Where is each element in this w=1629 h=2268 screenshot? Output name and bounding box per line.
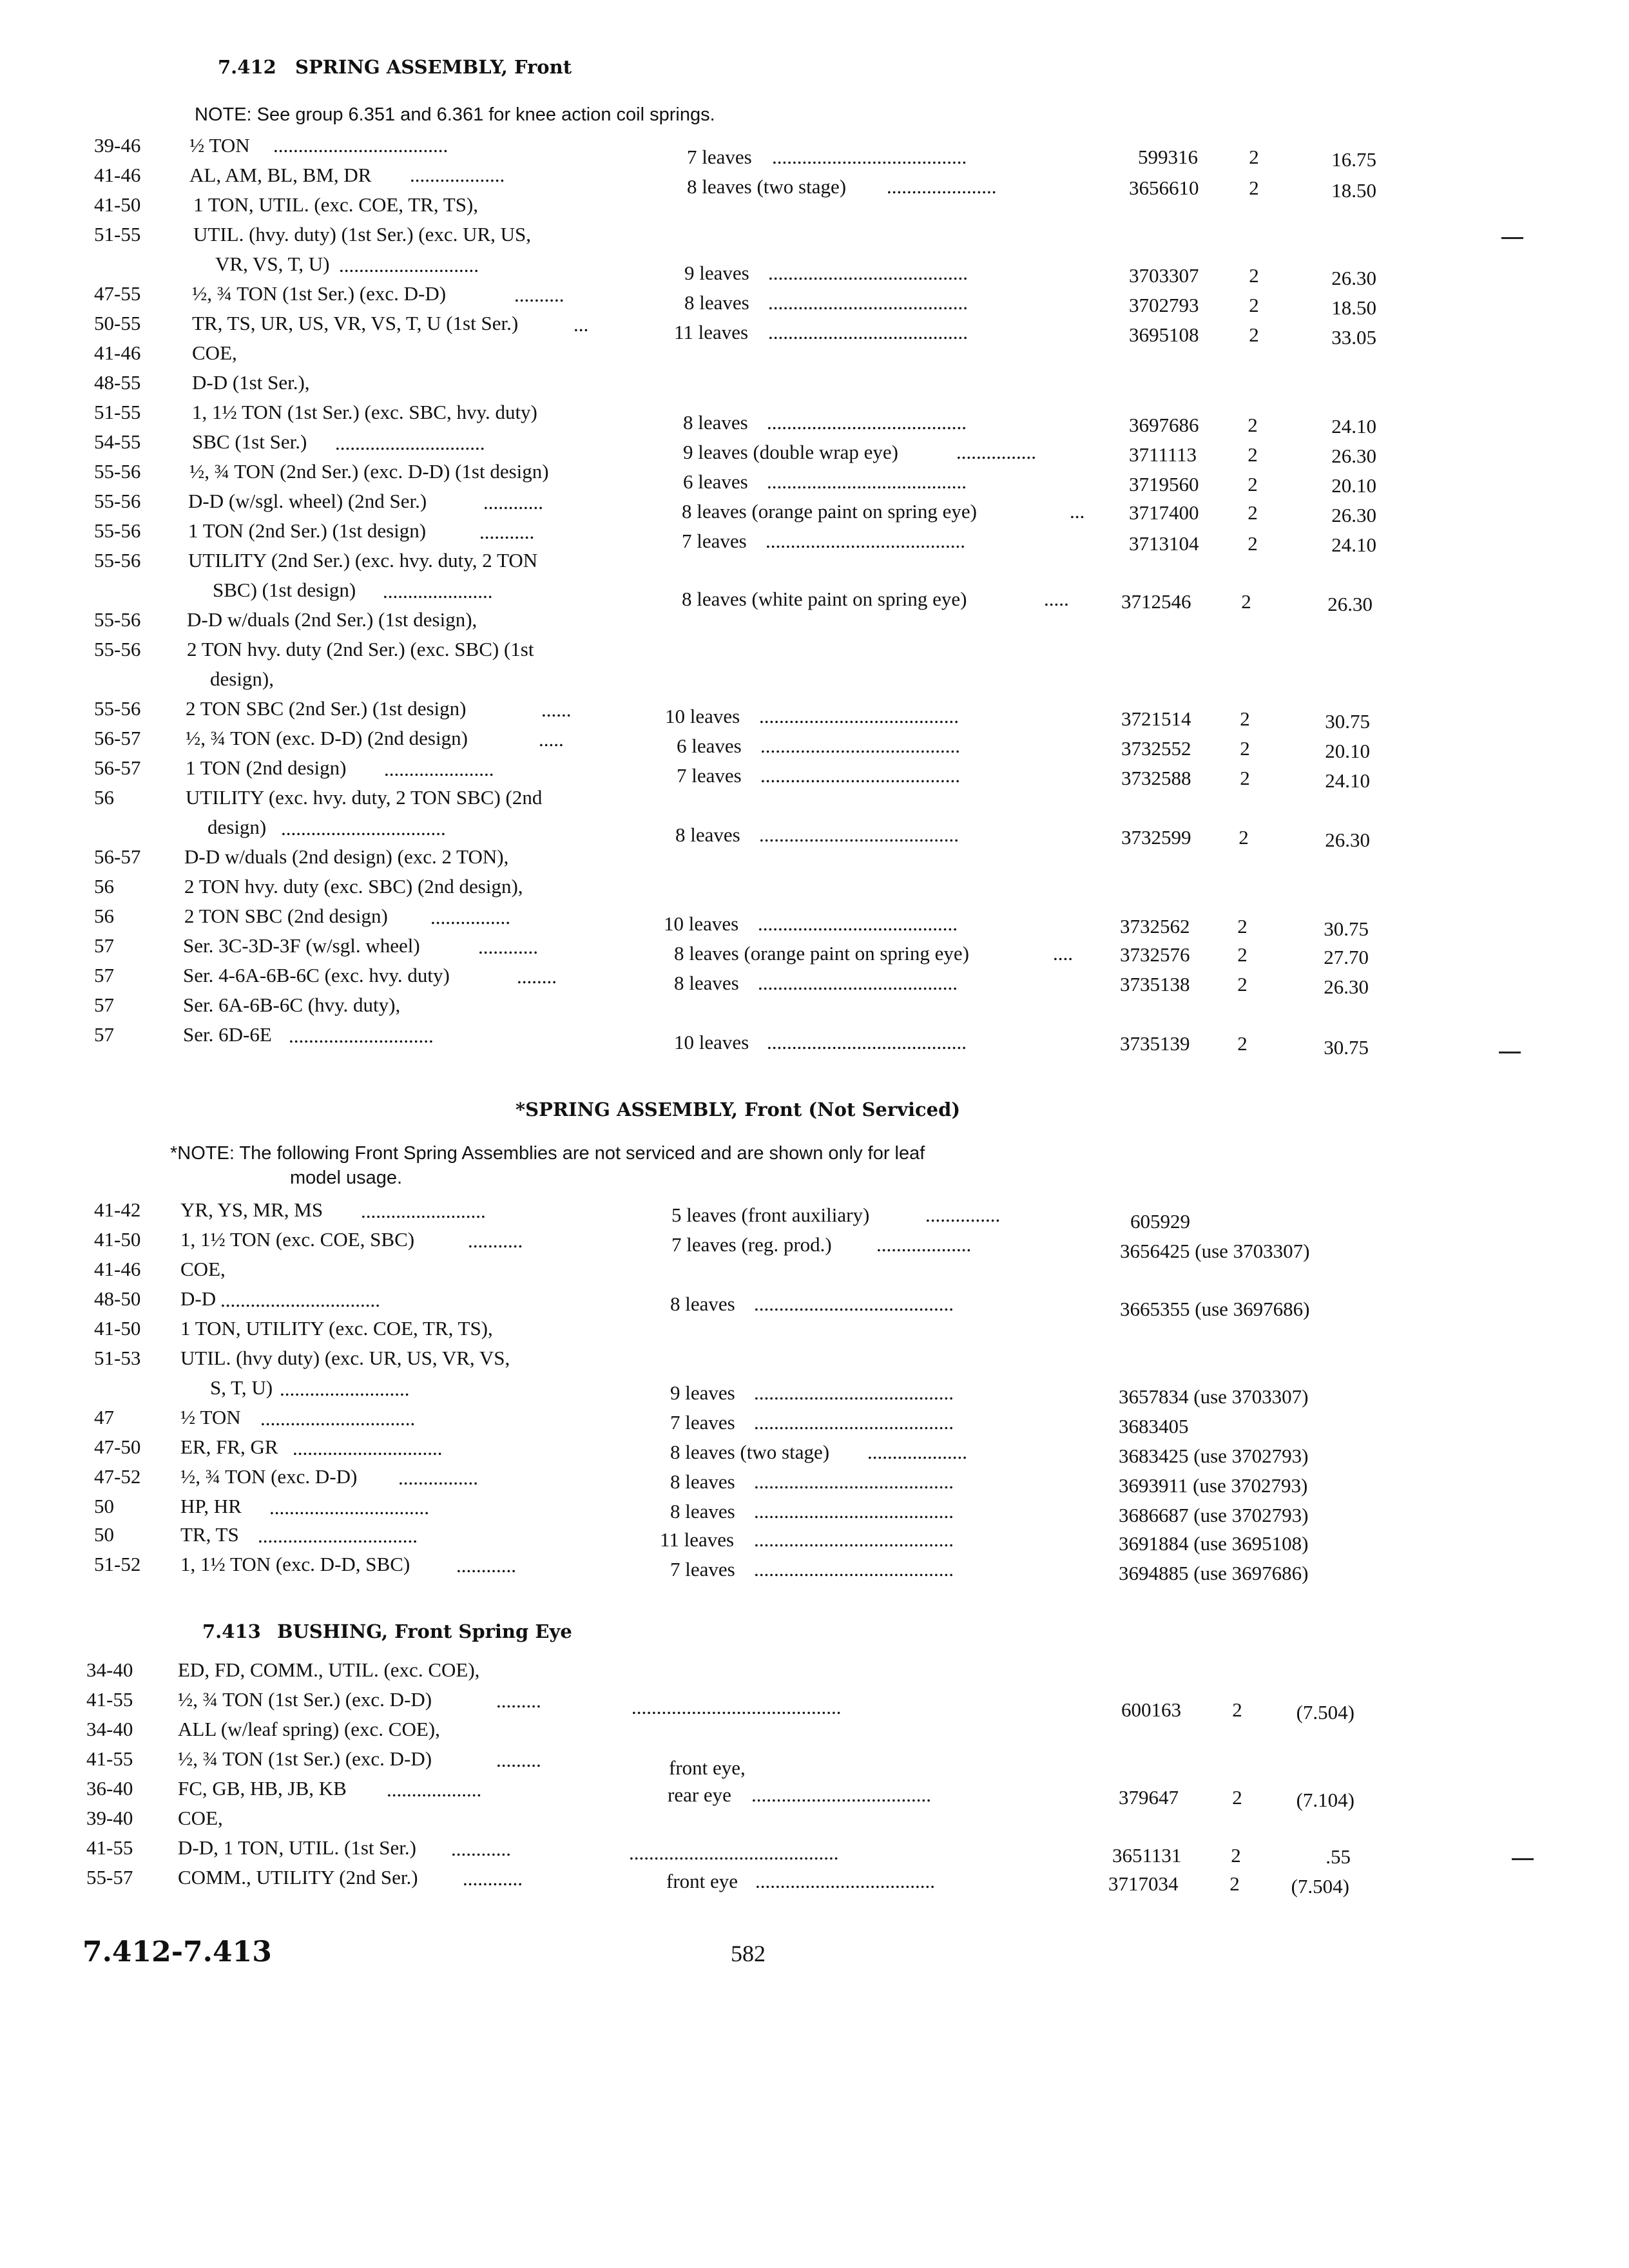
row-leader: ........................................ [754, 1381, 954, 1404]
row-leader: ...................... [384, 758, 494, 780]
row-model: 1 TON (2nd design) [186, 756, 347, 779]
row-part-number: 3735139 [1120, 1032, 1190, 1055]
row-model: FC, GB, HB, JB, KB [178, 1777, 347, 1800]
section-not-serviced-note-line1: *NOTE: The following Front Spring Assemblies are not serviced and are shown only for leaf [170, 1143, 925, 1164]
row-year: 55-57 [86, 1866, 133, 1888]
row-description: front eye [666, 1870, 738, 1892]
row-leader: ..... [539, 728, 564, 751]
row-year: 41-55 [86, 1836, 133, 1859]
row-year: 48-50 [94, 1287, 141, 1310]
row-quantity: 2 [1229, 1872, 1240, 1895]
row-year: 41-50 [94, 193, 141, 216]
row-description: 11 leaves [674, 321, 749, 343]
row-leader: ................ [956, 441, 1036, 463]
row-price: 30.75 [1324, 1036, 1369, 1059]
row-description: 7 leaves [670, 1411, 735, 1434]
row-leader: ............................ [339, 254, 479, 276]
row-year: 57 [94, 934, 114, 957]
row-leader: ........................................ [768, 262, 968, 284]
row-model: ½, ¾ TON (2nd Ser.) (exc. D-D) (1st design) [189, 460, 549, 483]
row-year: 36-40 [86, 1777, 133, 1800]
row-leader: .......................................... [631, 1696, 842, 1718]
row-year: 55-56 [94, 490, 141, 512]
row-model: 1 TON, UTILITY (exc. COE, TR, TS), [180, 1317, 493, 1340]
row-price: 30.75 [1324, 918, 1369, 940]
row-price: (7.104) [1296, 1789, 1354, 1811]
row-model: ½ TON [189, 134, 250, 157]
row-description: 7 leaves [687, 146, 752, 168]
row-part-number: 3735138 [1120, 973, 1190, 995]
row-year: 41-46 [94, 341, 141, 364]
row-leader: ......... [496, 1689, 541, 1712]
row-model: AL, AM, BL, BM, DR [189, 164, 372, 186]
row-description: 10 leaves [665, 705, 740, 727]
row-leader: ........................................ [760, 735, 960, 757]
row-year: 48-55 [94, 371, 141, 394]
row-part-number: 3721514 [1121, 707, 1191, 730]
row-description: 8 leaves [674, 972, 739, 994]
row-leader: .............................. [293, 1437, 443, 1459]
row-model: 1, 1½ TON (exc. COE, SBC) [180, 1228, 415, 1251]
row-model: S, T, U) [210, 1376, 273, 1399]
row-leader: ........................................ [754, 1293, 954, 1315]
section-7412-title: SPRING ASSEMBLY, Front [295, 56, 572, 78]
row-leader: ................................... [273, 134, 448, 157]
row-model: Ser. 3C-3D-3F (w/sgl. wheel) [183, 934, 420, 957]
row-model: 1, 1½ TON (1st Ser.) (exc. SBC, hvy. duty) [192, 401, 537, 423]
row-year: 56 [94, 905, 114, 927]
row-part-number: 3717400 [1129, 501, 1199, 524]
row-description: 8 leaves [670, 1470, 735, 1493]
row-quantity: 2 [1249, 264, 1259, 287]
row-quantity: 2 [1237, 1032, 1248, 1055]
row-year: 41-42 [94, 1198, 141, 1221]
row-year: 55-56 [94, 460, 141, 483]
row-leader: ........................................ [767, 1031, 967, 1053]
row-part-number: 3717034 [1108, 1872, 1179, 1895]
row-leader: ............ [483, 491, 543, 514]
row-year: 56-57 [94, 756, 141, 779]
row-price: 18.50 [1331, 179, 1376, 202]
row-quantity: 2 [1237, 915, 1248, 937]
row-model: 1, 1½ TON (exc. D-D, SBC) [180, 1553, 410, 1575]
row-leader: .......... [514, 284, 564, 306]
row-leader: ... [574, 313, 589, 336]
footer-section-range: 7.412-7.413 [82, 1936, 272, 1968]
row-model: ½, ¾ TON (1st Ser.) (exc. D-D) [192, 282, 447, 305]
section-7412-note: NOTE: See group 6.351 and 6.361 for knee action coil springs. [195, 104, 715, 125]
row-year: 55-56 [94, 638, 141, 660]
row-model: UTIL. (hvy. duty) (1st Ser.) (exc. UR, US, [193, 223, 532, 245]
row-leader: ........................................ [766, 530, 965, 552]
row-year: 51-53 [94, 1347, 141, 1369]
row-quantity: 2 [1249, 323, 1259, 346]
row-year: 50 [94, 1495, 114, 1517]
row-part-number: 3711113 [1129, 443, 1197, 466]
section-7412-number: 7.412 [218, 56, 276, 78]
row-part-number: 605929 [1130, 1210, 1190, 1233]
row-description: 10 leaves [664, 912, 739, 935]
row-model: D-D w/duals (2nd Ser.) (1st design), [187, 608, 477, 631]
section-7413-title: BUSHING, Front Spring Eye [277, 1620, 572, 1642]
row-price: .55 [1325, 1845, 1351, 1868]
row-year: 41-50 [94, 1228, 141, 1251]
row-year: 56-57 [94, 845, 141, 868]
row-quantity: 2 [1240, 767, 1250, 789]
row-description: 11 leaves [660, 1528, 735, 1551]
row-part-number: 3656425 (use 3703307) [1120, 1240, 1310, 1262]
row-part-number: 3713104 [1129, 532, 1199, 555]
row-model: TR, TS [180, 1523, 239, 1546]
row-model: ED, FD, COMM., UTIL. (exc. COE), [178, 1658, 480, 1681]
row-year: 41-55 [86, 1688, 133, 1711]
row-leader: ......................... [361, 1200, 486, 1222]
row-description: 8 leaves (two stage) [687, 175, 847, 198]
row-year: 55-56 [94, 519, 141, 542]
row-quantity: 2 [1232, 1698, 1242, 1721]
row-description: 8 leaves (white paint on spring eye) [682, 588, 967, 610]
row-model: Ser. 6D-6E [183, 1023, 272, 1046]
row-part-number: 3719560 [1129, 473, 1199, 495]
row-price: 30.75 [1325, 710, 1370, 733]
row-part-number: 3694885 (use 3697686) [1119, 1562, 1309, 1584]
row-description: 8 leaves [683, 411, 748, 434]
row-leader: ........................................ [767, 470, 967, 493]
row-model: TR, TS, UR, US, VR, VS, T, U (1st Ser.) [192, 312, 519, 334]
row-leader: ........... [479, 521, 535, 543]
row-quantity: 2 [1240, 707, 1250, 730]
row-price: 27.70 [1324, 946, 1369, 968]
row-quantity: 2 [1249, 177, 1259, 199]
row-price: 26.30 [1327, 593, 1373, 615]
row-year: 54-55 [94, 430, 141, 453]
row-part-number: 600163 [1121, 1698, 1181, 1721]
row-year: 51-55 [94, 223, 141, 245]
row-quantity: 2 [1237, 943, 1248, 966]
row-part-number: 3695108 [1129, 323, 1199, 346]
row-model: ½, ¾ TON (1st Ser.) (exc. D-D) [178, 1747, 432, 1770]
row-model: UTIL. (hvy duty) (exc. UR, US, VR, VS, [180, 1347, 510, 1369]
row-year: 55-56 [94, 697, 141, 720]
row-quantity: 2 [1239, 826, 1249, 849]
row-model: ½, ¾ TON (exc. D-D) [180, 1465, 358, 1488]
row-quantity: 2 [1241, 590, 1251, 613]
row-leader: ............ [478, 936, 538, 958]
row-part-number: 3657834 (use 3703307) [1119, 1385, 1309, 1408]
row-description: 8 leaves [684, 291, 749, 314]
row-price: 26.30 [1331, 267, 1376, 289]
row-model: ER, FR, GR [180, 1436, 278, 1458]
row-quantity: 2 [1248, 414, 1258, 436]
row-part-number: 3712546 [1121, 590, 1191, 613]
row-model: D-D [180, 1287, 217, 1310]
row-model: ALL (w/leaf spring) (exc. COE), [178, 1718, 440, 1740]
row-model: D-D w/duals (2nd design) (exc. 2 TON), [184, 845, 509, 868]
row-leader: .... [1053, 942, 1073, 965]
row-model: 2 TON SBC (2nd Ser.) (1st design) [186, 697, 467, 720]
row-leader: ...... [541, 698, 572, 721]
row-year: 47-50 [94, 1436, 141, 1458]
row-leader: ........................................ [768, 321, 968, 343]
row-leader: ........................................ [754, 1470, 954, 1493]
row-part-number: 3651131 [1112, 1844, 1182, 1867]
row-year: 47-55 [94, 282, 141, 305]
row-year: 57 [94, 964, 114, 986]
row-price: 33.05 [1331, 326, 1376, 349]
row-leader: ............ [463, 1867, 523, 1890]
row-quantity: 2 [1249, 294, 1259, 316]
section-7413-number: 7.413 [202, 1620, 261, 1642]
row-price: (7.504) [1296, 1701, 1354, 1724]
row-price: 24.10 [1331, 533, 1376, 556]
row-part-number: 379647 [1119, 1786, 1179, 1809]
row-year: 41-55 [86, 1747, 133, 1770]
row-model: COE, [192, 341, 237, 364]
row-leader: ... [1070, 500, 1085, 523]
row-leader: .......................................... [629, 1841, 839, 1864]
row-year: 50-55 [94, 312, 141, 334]
row-leader: ................... [387, 1778, 482, 1801]
row-leader: ..... [1044, 588, 1069, 610]
row-part-number: 3732588 [1121, 767, 1191, 789]
row-description: 9 leaves (double wrap eye) [683, 441, 898, 463]
row-part-number: 3656610 [1129, 177, 1199, 199]
row-description: 7 leaves [682, 530, 747, 552]
row-leader: ........................................ [759, 823, 959, 846]
row-leader: ............... [925, 1204, 1001, 1226]
row-model: COE, [180, 1258, 226, 1280]
row-price: 20.10 [1325, 740, 1370, 762]
row-model: 2 TON hvy. duty (2nd Ser.) (exc. SBC) (1st [187, 638, 534, 660]
row-year: 47-52 [94, 1465, 141, 1488]
row-description: 7 leaves (reg. prod.) [671, 1233, 832, 1256]
row-leader: .............................. [335, 432, 485, 454]
row-quantity: 2 [1248, 443, 1258, 466]
row-part-number: 3702793 [1129, 294, 1199, 316]
row-quantity: 2 [1248, 532, 1258, 555]
row-model: COE, [178, 1807, 223, 1829]
row-model: 1 TON (2nd Ser.) (1st design) [188, 519, 427, 542]
row-part-number: 3732552 [1121, 737, 1191, 760]
row-leader: ........................................ [758, 972, 958, 994]
row-model: SBC (1st Ser.) [192, 430, 307, 453]
row-model: Ser. 4-6A-6B-6C (exc. hvy. duty) [183, 964, 450, 986]
row-leader: ............................. [289, 1024, 434, 1047]
row-leader: .................................... [755, 1870, 935, 1892]
section-not-serviced-title: *SPRING ASSEMBLY, Front (Not Serviced) [516, 1099, 961, 1120]
row-price: 24.10 [1331, 415, 1376, 437]
row-leader: ................ [430, 906, 510, 928]
row-model: VR, VS, T, U) [215, 253, 330, 275]
row-model: design) [207, 816, 267, 838]
row-part-number: 3683405 [1119, 1415, 1189, 1437]
row-model: HP, HR [180, 1495, 242, 1517]
row-year: 51-52 [94, 1553, 141, 1575]
row-year: 41-46 [94, 164, 141, 186]
row-leader: ........................................ [767, 411, 967, 434]
row-quantity: 2 [1231, 1844, 1241, 1867]
row-leader: ........................................ [768, 291, 968, 314]
row-model: ½ TON [180, 1406, 241, 1428]
row-description: 5 leaves (front auxiliary) [671, 1204, 870, 1226]
row-year: 55-56 [94, 549, 141, 572]
row-description: 7 leaves [670, 1558, 735, 1581]
row-description: 8 leaves [670, 1293, 735, 1315]
row-price: 26.30 [1325, 829, 1370, 851]
row-description: 9 leaves [670, 1381, 735, 1404]
row-model: 2 TON SBC (2nd design) [184, 905, 388, 927]
row-leader: .......................... [280, 1378, 410, 1400]
row-year: 51-55 [94, 401, 141, 423]
row-part-number: 599316 [1138, 146, 1198, 168]
row-description: rear eye [668, 1783, 731, 1806]
row-description: 7 leaves [677, 764, 742, 787]
row-year: 41-46 [94, 1258, 141, 1280]
margin-tick-mark [1501, 237, 1523, 239]
row-year: 55-56 [94, 608, 141, 631]
row-quantity: 2 [1237, 973, 1248, 995]
row-model: D-D (w/sgl. wheel) (2nd Ser.) [188, 490, 427, 512]
row-part-number: 3693911 (use 3702793) [1119, 1474, 1308, 1497]
row-quantity: 2 [1248, 473, 1258, 495]
row-leader: ........... [468, 1229, 523, 1252]
row-leader: ................ [398, 1466, 478, 1489]
row-model: UTILITY (2nd Ser.) (exc. hvy. duty, 2 TON [188, 549, 538, 572]
row-model: UTILITY (exc. hvy. duty, 2 TON SBC) (2nd [186, 786, 543, 809]
row-model: COMM., UTILITY (2nd Ser.) [178, 1866, 418, 1888]
row-year: 47 [94, 1406, 114, 1428]
row-description: 8 leaves [675, 823, 740, 846]
margin-tick-mark [1512, 1858, 1534, 1860]
row-part-number: 3732599 [1121, 826, 1191, 849]
row-model: Ser. 6A-6B-6C (hvy. duty), [183, 994, 401, 1016]
row-price: 18.50 [1331, 296, 1376, 319]
row-model: YR, YS, MR, MS [180, 1198, 323, 1221]
row-part-number: 3732576 [1120, 943, 1190, 966]
row-model: SBC) (1st design) [213, 579, 356, 601]
row-quantity: 2 [1240, 737, 1250, 760]
row-year: 39-40 [86, 1807, 133, 1829]
row-description: front eye, [669, 1756, 746, 1779]
row-leader: ........................................ [754, 1558, 954, 1581]
row-leader: ................................ [258, 1524, 418, 1547]
row-leader: ........................................ [759, 705, 959, 727]
row-price: 24.10 [1325, 769, 1370, 792]
row-leader: ................... [876, 1233, 972, 1256]
row-leader: ............ [451, 1838, 511, 1860]
row-quantity: 2 [1249, 146, 1259, 168]
row-price: 16.75 [1331, 148, 1376, 171]
row-year: 50 [94, 1523, 114, 1546]
row-price: (7.504) [1291, 1875, 1349, 1898]
row-year: 56-57 [94, 727, 141, 749]
margin-tick-mark [1499, 1052, 1521, 1053]
row-leader: .................... [867, 1441, 967, 1463]
row-price: 26.30 [1324, 975, 1369, 998]
row-leader: ...................... [383, 580, 493, 602]
row-description: 6 leaves [677, 735, 742, 757]
row-year: 56 [94, 875, 114, 898]
row-leader: ........................................ [758, 912, 958, 935]
row-model: 1 TON, UTIL. (exc. COE, TR, TS), [193, 193, 479, 216]
row-leader: ................................ [269, 1496, 429, 1519]
row-model: D-D, 1 TON, UTIL. (1st Ser.) [178, 1836, 416, 1859]
row-part-number: 3703307 [1129, 264, 1199, 287]
row-year: 57 [94, 1023, 114, 1046]
row-part-number: 3686687 (use 3702793) [1119, 1504, 1309, 1526]
row-year: 57 [94, 994, 114, 1016]
row-year: 56 [94, 786, 114, 809]
row-model: D-D (1st Ser.), [192, 371, 310, 394]
row-model: 2 TON hvy. duty (exc. SBC) (2nd design), [184, 875, 523, 898]
row-description: 8 leaves [670, 1500, 735, 1523]
row-description: 8 leaves (orange paint on spring eye) [674, 942, 969, 965]
row-leader: ...................... [887, 175, 997, 198]
row-model: design), [210, 668, 275, 690]
row-leader: ........................................ [754, 1500, 954, 1523]
row-leader: .................................... [751, 1783, 931, 1806]
row-part-number: 3683425 (use 3702793) [1119, 1445, 1309, 1467]
row-leader: ........................................ [754, 1528, 954, 1551]
page-number: 582 [731, 1941, 766, 1966]
row-leader: ....................................... [772, 146, 967, 168]
section-not-serviced-note-line2: model usage. [290, 1168, 403, 1188]
row-leader: ........................................ [754, 1411, 954, 1434]
row-part-number: 3732562 [1120, 915, 1190, 937]
row-part-number: 3691884 (use 3695108) [1119, 1532, 1309, 1555]
row-quantity: 2 [1248, 501, 1258, 524]
row-part-number: 3697686 [1129, 414, 1199, 436]
row-price: 26.30 [1331, 445, 1376, 467]
row-leader: ........ [517, 965, 557, 988]
row-description: 8 leaves (orange paint on spring eye) [682, 500, 977, 523]
row-year: 34-40 [86, 1718, 133, 1740]
row-price: 26.30 [1331, 504, 1376, 526]
row-year: 39-46 [94, 134, 141, 157]
row-leader: ................................. [281, 817, 446, 840]
row-part-number: 3665355 (use 3697686) [1120, 1298, 1310, 1320]
row-leader: ................... [410, 164, 505, 186]
row-leader: ............ [456, 1554, 516, 1577]
row-description: 6 leaves [683, 470, 748, 493]
row-description: 10 leaves [674, 1031, 749, 1053]
row-year: 34-40 [86, 1658, 133, 1681]
row-model: ½, ¾ TON (1st Ser.) (exc. D-D) [178, 1688, 432, 1711]
row-description: 9 leaves [684, 262, 749, 284]
row-leader: ................................ [220, 1289, 380, 1311]
row-leader: ......... [496, 1749, 541, 1771]
row-description: 8 leaves (two stage) [670, 1441, 830, 1463]
row-leader: ............................... [260, 1407, 416, 1430]
row-model: ½, ¾ TON (exc. D-D) (2nd design) [186, 727, 468, 749]
row-price: 20.10 [1331, 474, 1376, 497]
row-leader: ........................................ [760, 764, 960, 787]
row-quantity: 2 [1232, 1786, 1242, 1809]
row-year: 41-50 [94, 1317, 141, 1340]
